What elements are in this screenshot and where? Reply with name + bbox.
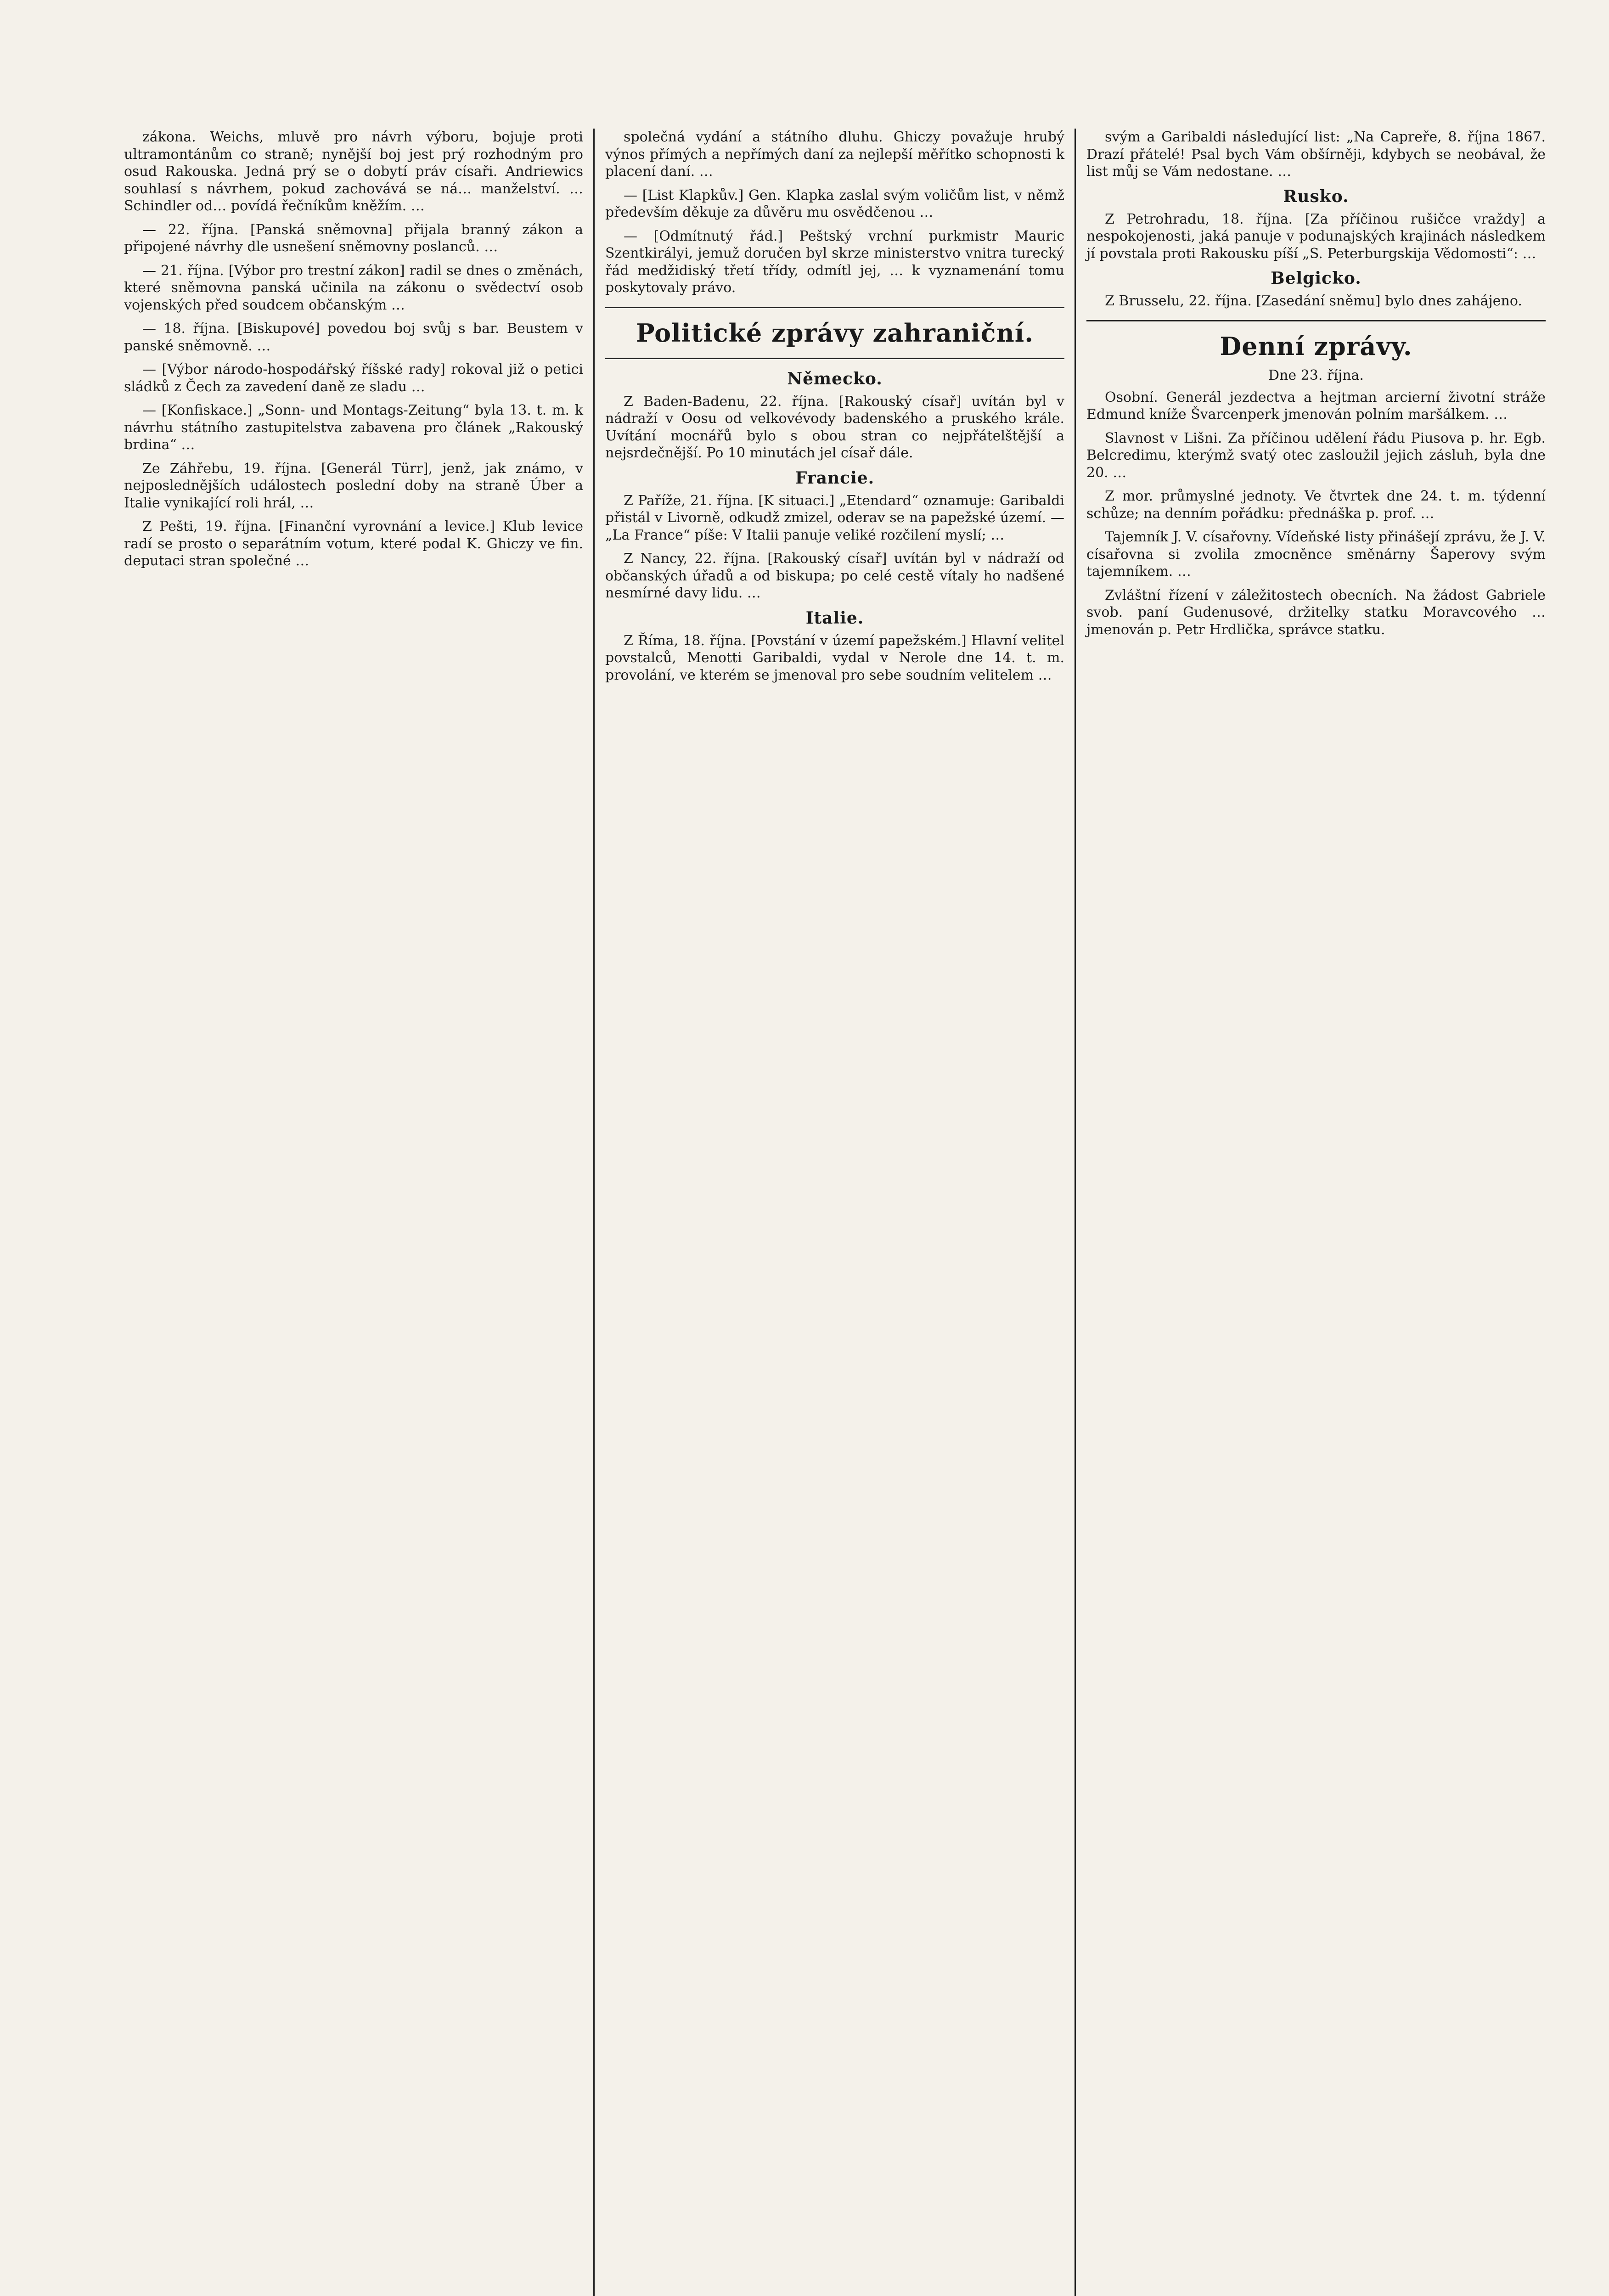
country-heading-france: Francie. <box>795 468 875 488</box>
paragraph: svým a Garibaldi následující list: „Na Capreře, 8. října 1867. Drazí přátelé! Psal bych Vám obšírněji, kdybych se neobával, že list můj se Vám nedostane. … <box>1086 129 1546 180</box>
column-left <box>124 129 583 576</box>
news-item: Tajemník J. V. císařovny. Vídeňské listy přinášejí zprávu, že J. V. císařovna si zvolila zmocněnce směnárny Šaperovy svým tajemníkem. … <box>1086 529 1546 580</box>
country-heading-germany: Německo. <box>787 369 883 388</box>
paragraph: — [Konfiskace.] „Sonn- und Montags-Zeitung“ byla 13. t. m. k návrhu státního zastupitelstva zabavena pro článek „Rakouský brdina“ … <box>124 402 583 453</box>
paragraph: Z Říma, 18. října. [Povstání v území papežském.] Hlavní velitel povstalců, Menotti Garibaldi, vydal v Nerole dne 14. t. m. provolání, ve kterém se jmenoval pro sebe soudním velitelem … <box>605 632 1064 683</box>
country-heading-russia: Rusko. <box>1283 186 1349 206</box>
country-heading-italy: Italie. <box>805 608 864 628</box>
country-heading-belgium: Belgicko. <box>1271 269 1361 288</box>
news-date: Dne 23. října. <box>1268 367 1364 383</box>
paragraph: Z Baden-Badenu, 22. října. [Rakouský císař] uvítán byl v nádraží v Oosu od velkovévody badenského a pruského krále. Uvítání mocnářů bylo s obou stran co nejpřátelštější a nejsrdečnější. Po 10 minutách jel císař dále. <box>605 393 1064 461</box>
paragraph: Z Brusselu, 22. října. [Zasedání sněmu] bylo dnes zahájeno. <box>1105 293 1522 309</box>
column-right <box>1086 129 1546 645</box>
paragraph: Ze Záhřebu, 19. října. [Generál Türr], jenž, jak známo, v nejposlednějších událostech poslední doby na straně Úber a Italie vynikající roli hrál, … <box>124 460 583 511</box>
paragraph: Z Pešti, 19. října. [Finanční vyrovnání a levice.] Klub levice radí se prosto o separátním votum, které podal K. Ghiczy ve fin. deputaci stran společné … <box>124 518 583 569</box>
paragraph: — [Výbor národo-hospodářský říšské rady] rokoval již o petici sládků z Čech za zavedení daně ze sladu … <box>124 361 583 395</box>
paragraph: — 21. října. [Výbor pro trestní zákon] radil se dnes o změnách, které sněmovna panská učinila na zákonu o svědectví osob vojenských před soudcem občanským … <box>124 262 583 313</box>
column-rule <box>1075 129 1076 2296</box>
news-item: Slavnost v Lišni. Za příčinou udělení řádu Piusova p. hr. Egb. Belcredimu, kterýmž svatý otec zasloužil jejich zásluh, byla dne 20. … <box>1086 430 1546 481</box>
paragraph: Z Nancy, 22. října. [Rakouský císař] uvítán byl v nádraží od občanských úřadů a od biskupa; po celé cestě vítaly ho nadšené nesmírné davy lidu. … <box>605 551 1064 601</box>
paragraph: — 22. října. [Panská sněmovna] přijala branný zákon a připojené návrhy dle usnešení sněmovny poslanců. … <box>124 221 583 255</box>
news-item: Z mor. průmyslné jednoty. Ve čtvrtek dne 24. t. m. týdenní schůze; na denním pořádku: přednáška p. prof. … <box>1086 488 1546 522</box>
paragraph: — [List Klapkův.] Gen. Klapka zaslal svým voličům list, v němž především děkuje za důvěru mu osvědčenou … <box>605 187 1064 220</box>
section-title-daily-news: Denní zprávy. <box>1220 331 1412 361</box>
section-divider <box>1086 320 1546 321</box>
column-rule <box>593 129 595 2296</box>
paragraph: Z Paříže, 21. října. [K situaci.] „Etendard“ oznamuje: Garibaldi přistál v Livorně, odkudž zmizel, oderav se na papežské území. — „La France“ píše: V Italii panuje veliké rozčilení myslí; … <box>605 492 1064 543</box>
paragraph: — 18. října. [Biskupové] povedou boj svůj s bar. Beustem v panské sněmovně. … <box>124 321 583 354</box>
news-item: Osobní. Generál jezdectva a hejtman arcierní životní stráže Edmund kníže Švarcenperk jmenován polním maršálkem. … <box>1086 389 1546 422</box>
section-divider <box>605 358 1064 359</box>
paragraph: zákona. Weichs, mluvě pro návrh výboru, bojuje proti ultramontánům co straně; nynější boj jest prý rozhodným pro osud Rakouska. Jedná prý se o dobytí práv císaři. Andriewics souhlasí s návrhem, pokud zachovává se ná… manželství. … Schindler od… povídá řečníkům kněžím. … <box>124 129 583 214</box>
paragraph: — [Odmítnutý řád.] Peštský vrchní purkmistr Mauric Szentkirályi, jemuž doručen byl skrze ministerstvo vnitra turecký řád medžidiský třetí třídy, odmítl jej, … k vyznamenání tomu poskytovaly právo. <box>605 228 1064 296</box>
paragraph: Z Petrohradu, 18. října. [Za příčinou rušičce vraždy] a nespokojenosti, jaká panuje v podunajských krajinách následkem jí povstala proti Rakousku píší „S. Peterburgskija Vědomosti“: … <box>1086 211 1546 262</box>
news-item: Zvláštní řízení v záležitostech obecních. Na žádost Gabriele svob. paní Gudenusové, držitelky statku Moravcového … jmenován p. Petr Hrdlička, správce statku. <box>1086 587 1546 638</box>
paragraph: společná vydání a státního dluhu. Ghiczy považuje hrubý výnos přímých a nepřímých daní za nejlepší měřítko schopnosti k placení daní. … <box>605 129 1064 180</box>
section-divider <box>605 307 1064 308</box>
section-title-foreign: Politické zprávy zahraniční. <box>636 318 1034 348</box>
column-middle <box>605 129 1064 690</box>
